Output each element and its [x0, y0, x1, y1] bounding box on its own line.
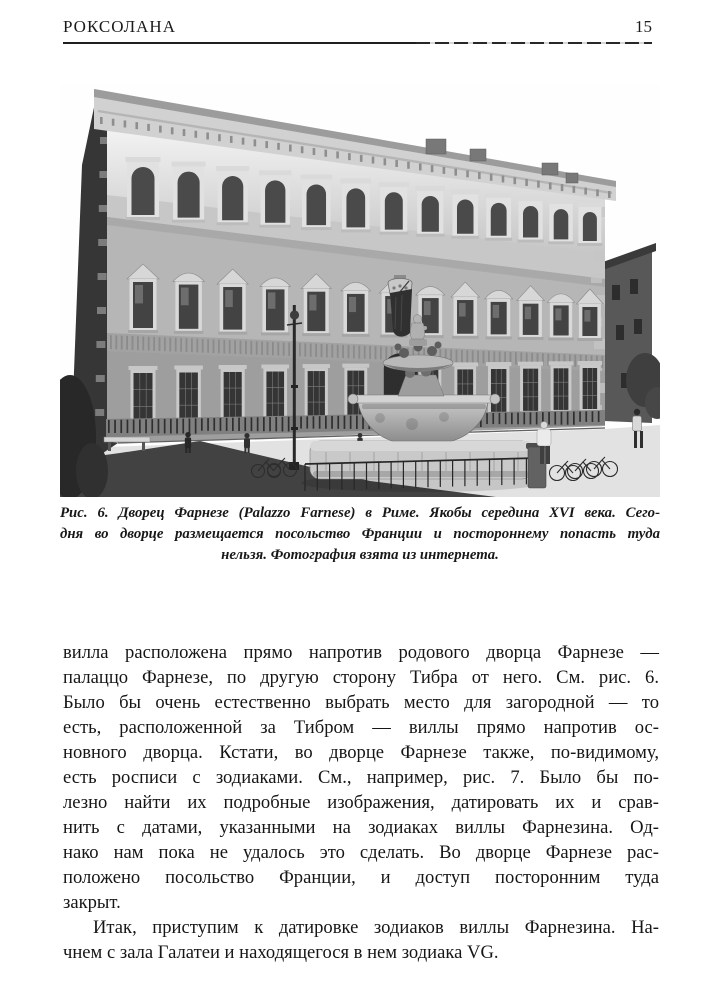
text-line: новного дворца. Кстати, во дворце Фарнезе также, по-видимому, [63, 742, 659, 763]
text-line: есть росписи с зодиаками. См., например, рис. 7. Было бы по- [63, 767, 659, 788]
text-line: положено посольство Франции, и доступ посторонним туда [63, 867, 659, 888]
page-header [63, 17, 652, 37]
caption-line: Рис. 6. Дворец Фарнезе (Palazzo Farnese) в Риме. Якобы середина XVI века. Сего- [60, 505, 660, 521]
text-line: есть, расположенной за Тибром — виллы прямо напротив ос- [63, 717, 659, 738]
running-title: РОКСОЛАНА [63, 17, 176, 36]
text-line: нако нам пока не удалось это сделать. Во дворце Фарнезе рас- [63, 842, 659, 863]
header-rule-dashed [416, 42, 652, 44]
text-line: Было бы очень естественно выбрать место для загородной — то [63, 692, 659, 713]
header-rule [63, 42, 652, 44]
header-rule-solid [63, 42, 416, 44]
caption-line: дня во дворце размещается посольство Франции и постороннему попасть туда [60, 526, 660, 542]
page-number: 15 [635, 17, 652, 36]
text-line: палаццо Фарнезе, по другую сторону Тибра от него. См. рис. 6. [63, 667, 659, 688]
figure-photo [60, 85, 660, 497]
text-line: лезно найти их подробные изображения, датировать их и срав- [63, 792, 659, 813]
text-line: нить с датами, указанными на зодиаках виллы Фарнезина. Од- [63, 817, 659, 838]
caption-line: нельзя. Фотография взята из интернета. [221, 547, 499, 563]
palazzo-farnese-photo [60, 85, 660, 497]
body-text [63, 640, 659, 965]
text-line: чнем с зала Галатеи и находящегося в нем зодиака VG. [63, 942, 499, 963]
figure-caption [60, 503, 660, 566]
figure-block [60, 85, 660, 566]
text-line: вилла расположена прямо напротив родового дворца Фарнезе — [63, 642, 659, 663]
text-line: Итак, приступим к датировке зодиаков виллы Фарнезина. На- [93, 917, 659, 938]
text-line: закрыт. [63, 892, 121, 913]
